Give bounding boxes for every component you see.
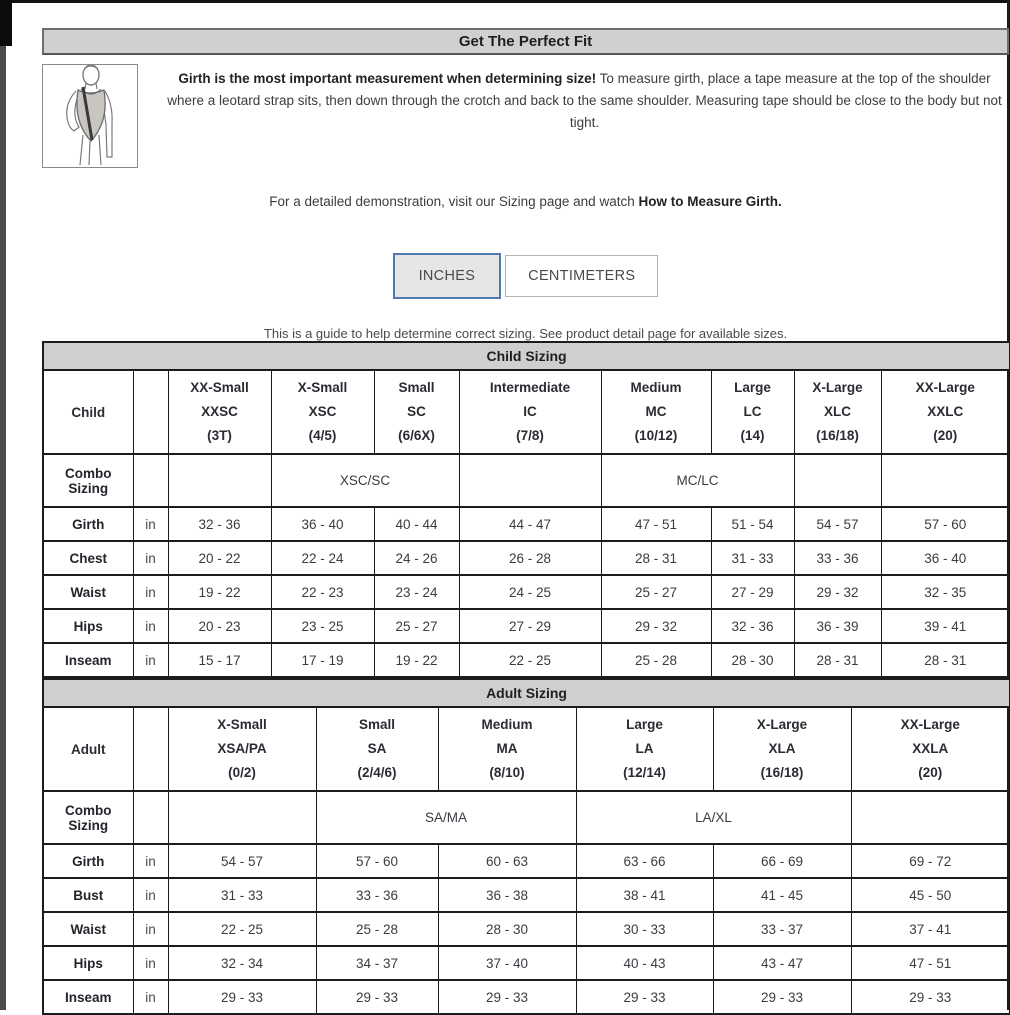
measure-value-cell: 57 - 60 [316,844,438,878]
size-col-code: IC [523,404,537,419]
unit-cell: in [133,541,168,575]
measure-value-cell: 31 - 33 [168,878,316,912]
size-col-name: Large [734,380,771,395]
measure-value-cell: 27 - 29 [711,575,794,609]
size-col-name: Small [358,717,396,732]
size-col-range: (0/2) [228,765,256,780]
measure-value-cell: 22 - 25 [168,912,316,946]
screenshot-left-edge [0,0,6,1010]
measure-value-cell: 25 - 28 [601,643,711,677]
screenshot-left-corner-mark [0,0,12,46]
measure-value-cell: 23 - 24 [374,575,459,609]
combo-empty-cell [459,454,601,507]
size-col-header [316,707,438,791]
size-col-range: (12/14) [623,765,666,780]
measure-value-cell: 25 - 27 [374,609,459,643]
measure-value-cell: 28 - 31 [881,643,1010,677]
unit-cell: in [133,609,168,643]
centimeters-button[interactable]: CENTIMETERS [505,255,658,297]
girth-instructions-body: To measure girth, place a tape measure at the top of the shoulder where a leotard strap sits, then down through the crotch and back to the same shoulder. Measuring tape should be close to the body but not tight. [167,71,1002,130]
measure-value-cell: 51 - 54 [711,507,794,541]
girth-instructions-lead: Girth is the most important measurement when determining size! [178,71,597,86]
size-col-header [713,707,851,791]
adult-sizing-table [42,678,1010,1015]
size-col-header [881,370,1010,454]
measure-value-cell: 22 - 25 [459,643,601,677]
size-col-name: X-Small [297,380,348,395]
measure-value-cell: 28 - 31 [601,541,711,575]
measure-value-cell: 57 - 60 [881,507,1010,541]
size-col-name: X-Large [812,380,863,395]
combo-sizing-label: Combo Sizing [43,454,133,507]
measure-row-label: Hips [43,946,133,980]
page-title [42,28,1009,55]
size-col-code: LC [743,404,762,419]
size-col-range: (14) [740,428,765,443]
size-col-range: (4/5) [308,428,337,443]
size-col-header [459,370,601,454]
measure-value-cell: 15 - 17 [168,643,271,677]
measure-value-cell: 22 - 24 [271,541,374,575]
girth-instructions-section [42,62,1009,170]
measure-value-cell: 27 - 29 [459,609,601,643]
measure-row-label: Waist [43,575,133,609]
measure-value-cell: 19 - 22 [168,575,271,609]
unit-cell: in [133,980,168,1014]
unit-cell: in [133,946,168,980]
child-sizing-table [42,341,1010,678]
measure-value-cell: 34 - 37 [316,946,438,980]
measure-value-cell: 37 - 41 [851,912,1010,946]
size-col-range: (16/18) [816,428,859,443]
measure-row-label: Hips [43,609,133,643]
size-col-name: Medium [630,380,682,395]
measure-value-cell: 25 - 27 [601,575,711,609]
combo-empty-cell [881,454,1010,507]
size-col-header [374,370,459,454]
measure-value-cell: 43 - 47 [713,946,851,980]
measure-value-cell: 63 - 66 [576,844,713,878]
size-col-name: XX-Large [915,380,975,395]
unit-cell: in [133,878,168,912]
measure-value-cell: 31 - 33 [711,541,794,575]
measure-value-cell: 60 - 63 [438,844,576,878]
measure-row-label: Girth [43,507,133,541]
unit-cell: in [133,912,168,946]
measure-value-cell: 29 - 33 [713,980,851,1014]
demo-instruction-prefix: For a detailed demonstration, visit our Sizing page and watch [269,194,639,209]
measure-value-cell: 36 - 40 [271,507,374,541]
size-col-code: XXLC [927,404,964,419]
measure-value-cell: 33 - 36 [316,878,438,912]
size-col-code: MA [496,741,518,756]
measure-value-cell: 32 - 36 [168,507,271,541]
measure-value-cell: 22 - 23 [271,575,374,609]
measure-value-cell: 29 - 32 [794,575,881,609]
size-col-name: Large [626,717,663,732]
measure-value-cell: 41 - 45 [713,878,851,912]
size-col-name: X-Large [756,717,808,732]
unit-cell: in [133,844,168,878]
combo-unit-cell [133,454,168,507]
measure-value-cell: 54 - 57 [794,507,881,541]
size-col-header [438,707,576,791]
size-col-code: XLC [824,404,851,419]
size-col-range: (16/18) [760,765,804,780]
combo-group-cell: XSC/SC [271,454,459,507]
measure-value-cell: 45 - 50 [851,878,1010,912]
measure-value-cell: 24 - 25 [459,575,601,609]
measure-value-cell: 23 - 25 [271,609,374,643]
unit-column-header [133,707,168,791]
size-col-name: X-Small [217,717,267,732]
measure-row-label: Waist [43,912,133,946]
combo-empty-cell [168,454,271,507]
measure-value-cell: 36 - 40 [881,541,1010,575]
size-col-range: (20) [918,765,943,780]
size-col-range: (6/6X) [398,428,435,443]
size-col-name: Intermediate [489,380,571,395]
measure-value-cell: 20 - 23 [168,609,271,643]
size-col-name: XX-Large [900,717,960,732]
size-col-code: MC [645,404,667,419]
size-col-code: XXSC [201,404,238,419]
measure-value-cell: 29 - 32 [601,609,711,643]
measure-value-cell: 30 - 33 [576,912,713,946]
measure-value-cell: 40 - 44 [374,507,459,541]
size-col-name: XX-Small [190,380,249,395]
combo-empty-cell [851,791,1010,844]
measure-value-cell: 38 - 41 [576,878,713,912]
size-col-range: (2/4/6) [357,765,397,780]
combo-empty-cell [168,791,316,844]
table-title: Adult Sizing [43,679,1010,707]
combo-group-cell: MC/LC [601,454,794,507]
size-col-header [168,707,316,791]
leotard-girth-diagram-icon [42,64,138,168]
measure-row-label: Chest [43,541,133,575]
measure-value-cell: 29 - 33 [851,980,1010,1014]
size-col-header [271,370,374,454]
measure-value-cell: 28 - 31 [794,643,881,677]
measure-value-cell: 24 - 26 [374,541,459,575]
size-col-header [576,707,713,791]
size-col-range: (7/8) [516,428,544,443]
measure-value-cell: 36 - 39 [794,609,881,643]
measure-value-cell: 29 - 33 [438,980,576,1014]
measure-value-cell: 33 - 36 [794,541,881,575]
measure-row-label: Girth [43,844,133,878]
measure-value-cell: 44 - 47 [459,507,601,541]
unit-toggle [42,253,1009,299]
measure-value-cell: 26 - 28 [459,541,601,575]
size-col-range: (3T) [207,428,232,443]
size-col-header [851,707,1010,791]
measure-value-cell: 19 - 22 [374,643,459,677]
demo-instruction-bold: How to Measure Girth. [638,194,782,209]
size-col-code: XXLA [912,741,949,756]
combo-unit-cell [133,791,168,844]
sizing-guide-page [42,3,1009,1015]
size-col-header [794,370,881,454]
combo-group-cell: LA/XL [576,791,851,844]
measure-value-cell: 37 - 40 [438,946,576,980]
size-col-name: Small [398,380,435,395]
size-col-code: XSA/PA [217,741,267,756]
measure-value-cell: 69 - 72 [851,844,1010,878]
combo-group-cell: SA/MA [316,791,576,844]
measure-value-cell: 54 - 57 [168,844,316,878]
measure-value-cell: 29 - 33 [316,980,438,1014]
combo-empty-cell [794,454,881,507]
measure-value-cell: 28 - 30 [711,643,794,677]
unit-column-header [133,370,168,454]
size-col-code: SC [407,404,426,419]
girth-instructions-text [160,62,1009,134]
measure-row-label: Bust [43,878,133,912]
measure-row-label: Inseam [43,980,133,1014]
size-col-code: XSC [308,404,337,419]
combo-sizing-label: Combo Sizing [43,791,133,844]
measure-value-cell: 33 - 37 [713,912,851,946]
demo-instruction-line [42,194,1009,209]
measure-value-cell: 36 - 38 [438,878,576,912]
measure-value-cell: 66 - 69 [713,844,851,878]
size-col-header [168,370,271,454]
table-title: Child Sizing [43,342,1010,370]
measure-value-cell: 40 - 43 [576,946,713,980]
measure-value-cell: 32 - 36 [711,609,794,643]
size-col-range: (8/10) [489,765,525,780]
measure-value-cell: 29 - 33 [168,980,316,1014]
size-col-range: (20) [933,428,958,443]
measure-value-cell: 25 - 28 [316,912,438,946]
measure-value-cell: 39 - 41 [881,609,1010,643]
measure-value-cell: 20 - 22 [168,541,271,575]
size-col-name: Medium [481,717,533,732]
unit-cell: in [133,643,168,677]
size-col-range: (10/12) [634,428,678,443]
measure-value-cell: 29 - 33 [576,980,713,1014]
measure-row-label: Inseam [43,643,133,677]
size-col-header [711,370,794,454]
measure-value-cell: 17 - 19 [271,643,374,677]
measure-value-cell: 32 - 35 [881,575,1010,609]
size-col-code: SA [367,741,387,756]
unit-cell: in [133,575,168,609]
sizing-note: This is a guide to help determine correct sizing. See product detail page for available sizes. [263,326,788,341]
group-label: Adult [43,707,133,791]
size-col-code: LA [635,741,654,756]
inches-button[interactable]: INCHES [393,253,502,299]
measure-value-cell: 32 - 34 [168,946,316,980]
size-col-header [601,370,711,454]
unit-cell: in [133,507,168,541]
page-title-text: Get The Perfect Fit [458,33,593,50]
group-label: Child [43,370,133,454]
measure-value-cell: 47 - 51 [601,507,711,541]
size-col-code: XLA [768,741,796,756]
measure-value-cell: 47 - 51 [851,946,1010,980]
measure-value-cell: 28 - 30 [438,912,576,946]
